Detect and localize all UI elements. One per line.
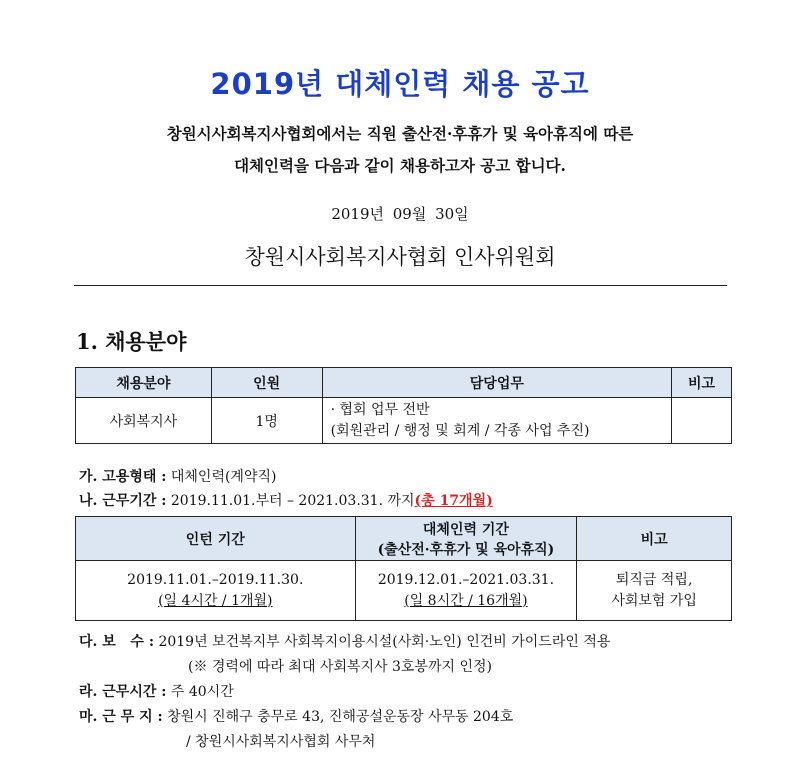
- divider: [74, 285, 727, 286]
- work-location: [79, 706, 513, 726]
- intern-hours: (일 4시간 / 1개월): [158, 592, 273, 609]
- salary: [79, 631, 610, 651]
- work-hours: [79, 681, 234, 701]
- period-table: [75, 516, 732, 621]
- organization-name: 창원시사회복지사협회 인사위원회: [244, 245, 556, 269]
- salary-note: (※ 경력에 따라 최대 사회복지사 3호봉까지 인정): [188, 659, 492, 675]
- employment-type-label: 가. 고용형태 :: [79, 469, 167, 485]
- cell-field: 사회복지사: [76, 398, 212, 444]
- duty-line-1: · 협회 업무 전반: [330, 401, 430, 418]
- work-hours-label: 라. 근무시간 :: [79, 684, 167, 700]
- cell-remark: [577, 561, 732, 621]
- work-location-value: 창원시 진해구 충무로 43, 진해공설운동장 사무동 204호: [167, 709, 514, 725]
- cell-count: 1명: [211, 398, 322, 444]
- replacement-hours: (일 8시간 / 16개월): [404, 592, 528, 609]
- header-replacement-line-1: 대체인력 기간: [422, 521, 509, 538]
- work-period-total: (총 17개월): [414, 493, 493, 509]
- intro-line-1: 창원시사회복지사협회에서는 직원 출산전·후휴가 및 육아휴직에 따른: [166, 124, 634, 143]
- employment-type-value: 대체인력(계약직): [170, 469, 277, 485]
- recruitment-table: [75, 367, 732, 444]
- replacement-dates: 2019.12.01.–2021.03.31.: [377, 571, 555, 588]
- page-title: 2019년 대체인력 채용 공고: [210, 67, 590, 101]
- header-count: 인원: [211, 368, 322, 398]
- header-duty: 담당업무: [322, 368, 671, 398]
- cell-intern-period: [76, 561, 356, 621]
- intro-line-2: 대체인력을 다음과 같이 채용하고자 공고 합니다.: [234, 156, 566, 175]
- announcement-date: 2019년 09월 30일: [331, 205, 469, 223]
- duty-line-2: (회원관리 / 행정 및 회계 / 각종 사업 추진): [330, 422, 590, 439]
- intern-dates: 2019.11.01.–2019.11.30.: [127, 571, 304, 588]
- cell-replacement-period: [355, 561, 577, 621]
- cell-note: [672, 398, 732, 444]
- work-period: [79, 490, 493, 510]
- header-remark: 비고: [577, 517, 732, 561]
- header-note: 비고: [672, 368, 732, 398]
- work-period-label: 나. 근무기간 :: [79, 493, 167, 509]
- section-heading-recruitment: 1. 채용분야: [76, 329, 187, 354]
- header-replacement-line-2: (출산전·후휴가 및 육아휴직): [377, 541, 555, 558]
- work-period-value: 2019.11.01.부터 – 2021.03.31. 까지: [170, 493, 415, 509]
- work-location-office: / 창원시사회복지사협회 사무처: [186, 734, 376, 750]
- salary-label: 다. 보 수 :: [79, 634, 154, 650]
- header-intern-period: 인턴 기간: [76, 517, 356, 561]
- header-field: 채용분야: [76, 368, 212, 398]
- employment-type: [79, 466, 276, 486]
- work-hours-value: 주 40시간: [170, 684, 234, 700]
- header-replacement-period: [355, 517, 577, 561]
- cell-duty: [322, 398, 671, 444]
- remark-line-2: 사회보험 가입: [611, 592, 697, 609]
- work-location-label: 마. 근 무 지 :: [79, 709, 163, 725]
- remark-line-1: 퇴직금 적립,: [615, 571, 693, 588]
- salary-value: 2019년 보건복지부 사회복지이용시설(사회·노인) 인건비 가이드라인 적용: [158, 634, 611, 650]
